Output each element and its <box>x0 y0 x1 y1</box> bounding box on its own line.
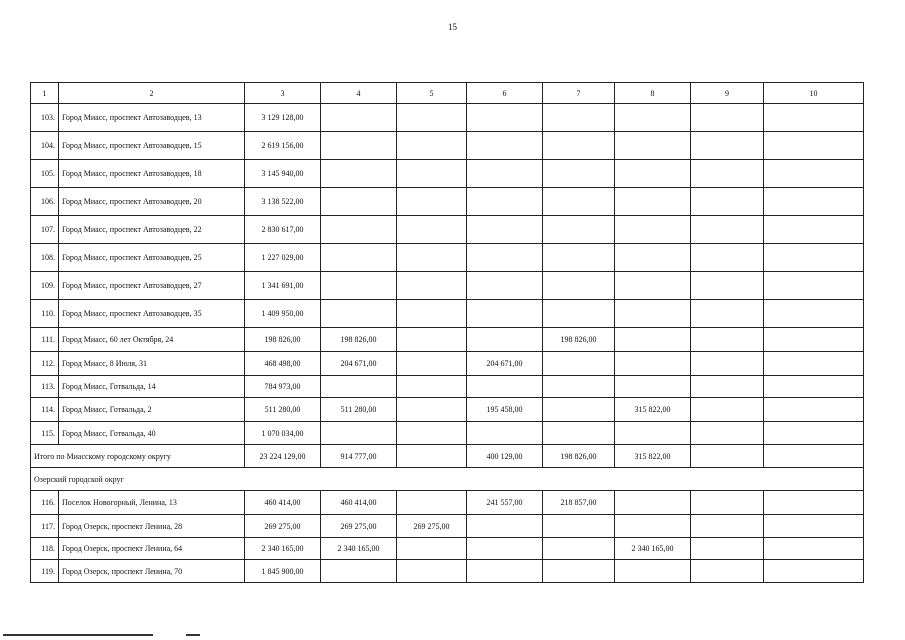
amount-cell <box>543 244 615 272</box>
amount-cell: 3 129 128,00 <box>245 104 321 132</box>
amount-cell <box>543 272 615 300</box>
subtotal-row <box>31 445 864 468</box>
amount-cell <box>764 272 864 300</box>
amount-cell <box>615 132 691 160</box>
table-row <box>31 216 864 244</box>
amount-cell: 2 619 156,00 <box>245 132 321 160</box>
table-row <box>31 376 864 398</box>
amount-cell <box>321 216 397 244</box>
amount-cell: 1 070 034,00 <box>245 422 321 445</box>
amount-cell <box>764 422 864 445</box>
address-cell: Город Миасс, проспект Автозаводцев, 25 <box>59 244 245 272</box>
address-cell: Город Озерск, проспект Ленина, 70 <box>59 560 245 583</box>
amount-cell: 198 826,00 <box>543 328 615 352</box>
row-number: 110. <box>31 300 59 328</box>
amount-cell <box>615 104 691 132</box>
column-header: 4 <box>321 83 397 104</box>
amount-cell: 218 857,00 <box>543 491 615 515</box>
table-row <box>31 300 864 328</box>
amount-cell: 198 826,00 <box>321 328 397 352</box>
amount-cell <box>467 188 543 216</box>
amount-cell <box>764 300 864 328</box>
amount-cell: 269 275,00 <box>397 515 467 538</box>
amount-cell <box>764 515 864 538</box>
amount-cell: 198 826,00 <box>245 328 321 352</box>
amount-cell <box>691 244 764 272</box>
amount-cell <box>321 104 397 132</box>
amount-cell: 460 414,00 <box>321 491 397 515</box>
amount-cell: 460 414,00 <box>245 491 321 515</box>
table-row <box>31 515 864 538</box>
address-cell: Город Миасс, 8 Июля, 31 <box>59 352 245 376</box>
address-cell: Город Озерск, проспект Ленина, 64 <box>59 538 245 560</box>
address-cell: Город Миасс, проспект Автозаводцев, 15 <box>59 132 245 160</box>
amount-cell <box>691 422 764 445</box>
amount-cell <box>691 491 764 515</box>
amount-cell <box>764 244 864 272</box>
subtotal-amount: 23 224 129,00 <box>245 445 321 468</box>
address-cell: Город Миасс, проспект Автозаводцев, 22 <box>59 216 245 244</box>
table-row <box>31 272 864 300</box>
table-row <box>31 422 864 445</box>
amount-cell <box>467 160 543 188</box>
subtotal-label: Итого по Миасскому городскому округу <box>31 445 245 468</box>
amount-cell <box>543 538 615 560</box>
amount-cell <box>467 216 543 244</box>
amount-cell <box>467 515 543 538</box>
amount-cell <box>615 422 691 445</box>
address-cell: Город Миасс, проспект Автозаводцев, 13 <box>59 104 245 132</box>
address-cell: Город Озерск, проспект Ленина, 28 <box>59 515 245 538</box>
amount-cell <box>397 244 467 272</box>
amount-cell <box>691 160 764 188</box>
amount-cell <box>543 422 615 445</box>
table-row <box>31 398 864 422</box>
row-number: 119. <box>31 560 59 583</box>
amount-cell <box>615 216 691 244</box>
amount-cell <box>615 515 691 538</box>
amount-cell: 269 275,00 <box>245 515 321 538</box>
amount-cell: 2 340 165,00 <box>321 538 397 560</box>
amount-cell <box>397 422 467 445</box>
address-cell: Город Миасс, проспект Автозаводцев, 20 <box>59 188 245 216</box>
amount-cell: 1 845 900,00 <box>245 560 321 583</box>
amount-cell <box>764 352 864 376</box>
amount-cell: 2 830 617,00 <box>245 216 321 244</box>
amount-cell: 784 973,00 <box>245 376 321 398</box>
column-header: 10 <box>764 83 864 104</box>
table-row <box>31 538 864 560</box>
amount-cell <box>397 491 467 515</box>
amount-cell: 269 275,00 <box>321 515 397 538</box>
amount-cell <box>467 328 543 352</box>
amount-cell <box>467 244 543 272</box>
row-number: 105. <box>31 160 59 188</box>
amount-cell <box>321 272 397 300</box>
amount-cell <box>615 244 691 272</box>
amount-cell <box>321 376 397 398</box>
address-cell: Город Миасс, Готвальда, 40 <box>59 422 245 445</box>
amount-cell <box>321 560 397 583</box>
subtotal-amount <box>764 445 864 468</box>
amount-cell <box>543 560 615 583</box>
amount-cell <box>543 398 615 422</box>
row-number: 103. <box>31 104 59 132</box>
row-number: 118. <box>31 538 59 560</box>
row-number: 115. <box>31 422 59 445</box>
amount-cell <box>615 160 691 188</box>
page-number: 15 <box>448 22 457 32</box>
column-header: 7 <box>543 83 615 104</box>
amount-cell <box>691 398 764 422</box>
amount-cell <box>467 560 543 583</box>
amount-cell <box>764 132 864 160</box>
amount-cell <box>543 104 615 132</box>
amount-cell <box>321 244 397 272</box>
row-number: 107. <box>31 216 59 244</box>
subtotal-amount: 198 826,00 <box>543 445 615 468</box>
amount-cell <box>397 104 467 132</box>
column-header: 2 <box>59 83 245 104</box>
amount-cell <box>467 272 543 300</box>
amount-cell <box>691 515 764 538</box>
amount-cell: 1 227 029,00 <box>245 244 321 272</box>
amount-cell: 2 340 165,00 <box>245 538 321 560</box>
subtotal-amount: 914 777,00 <box>321 445 397 468</box>
table-row <box>31 160 864 188</box>
amount-cell <box>615 491 691 515</box>
amount-cell <box>543 216 615 244</box>
amount-cell <box>691 188 764 216</box>
amount-cell: 2 340 165,00 <box>615 538 691 560</box>
column-header: 8 <box>615 83 691 104</box>
row-number: 111. <box>31 328 59 352</box>
table-row <box>31 491 864 515</box>
row-number: 108. <box>31 244 59 272</box>
amount-cell <box>691 328 764 352</box>
amount-cell <box>397 272 467 300</box>
amount-cell <box>691 300 764 328</box>
amount-cell: 204 671,00 <box>321 352 397 376</box>
amount-cell: 468 498,00 <box>245 352 321 376</box>
table-row <box>31 328 864 352</box>
footer-rule <box>3 634 153 636</box>
amount-cell <box>467 300 543 328</box>
amount-cell <box>764 560 864 583</box>
amount-cell <box>321 188 397 216</box>
section-row <box>31 468 864 491</box>
header-row <box>31 83 864 104</box>
subtotal-amount <box>691 445 764 468</box>
amount-cell <box>764 188 864 216</box>
row-number: 112. <box>31 352 59 376</box>
amount-cell: 3 138 522,00 <box>245 188 321 216</box>
table-row <box>31 132 864 160</box>
amount-cell <box>397 132 467 160</box>
amount-cell: 315 822,00 <box>615 398 691 422</box>
amount-cell <box>467 376 543 398</box>
amount-cell <box>397 160 467 188</box>
amount-cell <box>543 160 615 188</box>
address-cell: Город Миасс, проспект Автозаводцев, 35 <box>59 300 245 328</box>
amount-cell: 511 280,00 <box>321 398 397 422</box>
amount-cell <box>321 422 397 445</box>
column-header: 9 <box>691 83 764 104</box>
row-number: 104. <box>31 132 59 160</box>
amount-cell <box>764 328 864 352</box>
amount-cell <box>543 300 615 328</box>
footer-dash <box>186 634 200 636</box>
amount-cell: 195 458,00 <box>467 398 543 422</box>
amount-cell <box>691 104 764 132</box>
amount-cell <box>615 188 691 216</box>
column-header: 3 <box>245 83 321 104</box>
amount-cell <box>764 376 864 398</box>
amount-cell <box>691 376 764 398</box>
amount-cell <box>764 104 864 132</box>
address-cell: Город Миасс, проспект Автозаводцев, 18 <box>59 160 245 188</box>
amount-cell <box>397 560 467 583</box>
subtotal-amount <box>397 445 467 468</box>
table-row <box>31 560 864 583</box>
column-header: 6 <box>467 83 543 104</box>
amount-cell <box>397 328 467 352</box>
address-cell: Город Миасс, Готвальда, 2 <box>59 398 245 422</box>
amount-cell <box>397 188 467 216</box>
section-header: Озерский городской округ <box>31 468 864 491</box>
column-header: 5 <box>397 83 467 104</box>
amount-cell <box>615 272 691 300</box>
amount-cell: 204 671,00 <box>467 352 543 376</box>
amount-cell <box>615 300 691 328</box>
amount-cell <box>543 188 615 216</box>
amount-cell <box>691 538 764 560</box>
amount-cell <box>615 376 691 398</box>
amount-cell <box>397 398 467 422</box>
amount-cell <box>397 376 467 398</box>
row-number: 106. <box>31 188 59 216</box>
amount-cell: 1 341 691,00 <box>245 272 321 300</box>
amount-cell <box>397 352 467 376</box>
amount-cell <box>467 538 543 560</box>
amount-cell: 241 557,00 <box>467 491 543 515</box>
amount-cell <box>543 515 615 538</box>
address-cell: Город Миасс, 60 лет Октября, 24 <box>59 328 245 352</box>
amount-cell <box>397 300 467 328</box>
table-row <box>31 352 864 376</box>
amount-cell <box>615 328 691 352</box>
amount-cell <box>467 104 543 132</box>
amount-cell <box>691 272 764 300</box>
row-number: 109. <box>31 272 59 300</box>
amount-cell <box>691 216 764 244</box>
amount-cell <box>543 132 615 160</box>
row-number: 114. <box>31 398 59 422</box>
amount-cell <box>764 398 864 422</box>
amount-cell <box>321 300 397 328</box>
table-row <box>31 104 864 132</box>
amount-cell <box>615 352 691 376</box>
amount-cell <box>467 422 543 445</box>
address-cell: Город Миасс, проспект Автозаводцев, 27 <box>59 272 245 300</box>
amount-cell: 1 409 950,00 <box>245 300 321 328</box>
address-cell: Город Миасс, Готвальда, 14 <box>59 376 245 398</box>
table-row <box>31 244 864 272</box>
row-number: 116. <box>31 491 59 515</box>
amount-cell <box>764 216 864 244</box>
amount-cell <box>691 352 764 376</box>
amount-cell <box>543 376 615 398</box>
amount-cell <box>764 538 864 560</box>
amount-cell <box>543 352 615 376</box>
column-header: 1 <box>31 83 59 104</box>
amount-cell <box>691 560 764 583</box>
amount-cell <box>615 560 691 583</box>
amount-cell: 511 280,00 <box>245 398 321 422</box>
amount-cell <box>321 160 397 188</box>
amount-cell <box>764 491 864 515</box>
subtotal-amount: 315 822,00 <box>615 445 691 468</box>
address-cell: Поселок Новогорный, Ленина, 13 <box>59 491 245 515</box>
row-number: 113. <box>31 376 59 398</box>
table-row <box>31 188 864 216</box>
subtotal-amount: 400 129,00 <box>467 445 543 468</box>
amount-cell <box>691 132 764 160</box>
amount-cell <box>467 132 543 160</box>
amount-cell <box>321 132 397 160</box>
amount-cell <box>764 160 864 188</box>
amount-cell: 3 145 940,00 <box>245 160 321 188</box>
row-number: 117. <box>31 515 59 538</box>
data-table <box>30 82 864 583</box>
amount-cell <box>397 538 467 560</box>
amount-cell <box>397 216 467 244</box>
